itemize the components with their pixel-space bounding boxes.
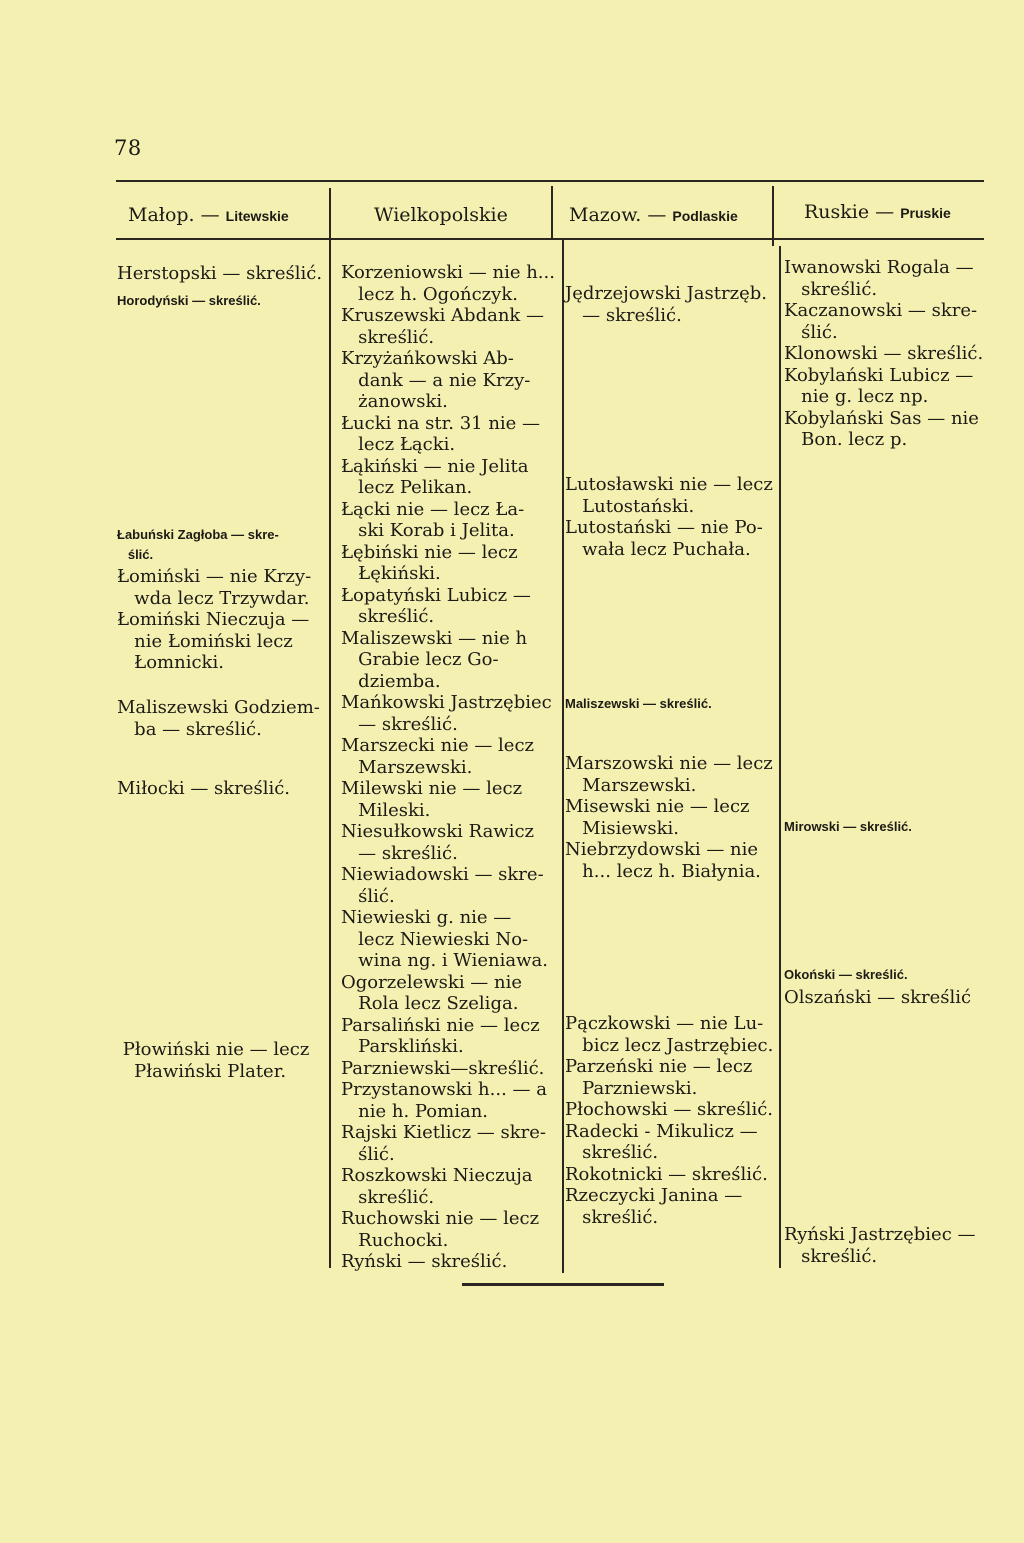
header-bottom-rule bbox=[116, 238, 984, 240]
entry-line: dank — a nie Krzy- bbox=[341, 369, 531, 391]
entry-line: Klonowski — skreślić. bbox=[784, 343, 984, 364]
entry-line: Niebrzydowski — nie bbox=[565, 839, 759, 860]
entry-line: Ruchowski nie — lecz bbox=[341, 1208, 540, 1229]
entry-block bbox=[117, 525, 279, 565]
entry-block bbox=[784, 965, 908, 985]
entry-line: Lutostański — nie Po- bbox=[565, 517, 763, 538]
entry-line: Płowiński nie — lecz bbox=[117, 1039, 310, 1060]
entry-line: skreślić. bbox=[565, 1206, 659, 1228]
entry-line: Rola lecz Szeliga. bbox=[341, 993, 519, 1014]
entry-line: ski Korab i Jelita. bbox=[341, 520, 515, 541]
entry-line: dziemba. bbox=[341, 670, 441, 692]
entry-line: Maliszewski — skreślić. bbox=[565, 696, 712, 711]
entry-line: ślić. bbox=[784, 321, 838, 343]
entry-line: Marszewski. bbox=[341, 756, 473, 778]
entry-block bbox=[784, 817, 912, 837]
entry-line: Jędrzejowski Jastrzęb. bbox=[565, 283, 767, 304]
entry-line: Pławiński Plater. bbox=[117, 1060, 287, 1082]
entry-line: Parskliński. bbox=[341, 1036, 464, 1057]
entry-line: Mileski. bbox=[341, 799, 431, 821]
entry-line: ba — skreślić. bbox=[117, 718, 262, 740]
header-mazow-podlaskie: Mazow. — Podlaskie bbox=[569, 204, 738, 226]
entry-line: Łopatyński Lubicz — bbox=[341, 584, 531, 606]
entry-line: — skreślić. bbox=[341, 842, 458, 864]
entry-line: Marszewski. bbox=[565, 774, 697, 796]
entry-line: Przystanowski h... — a bbox=[341, 1079, 547, 1100]
column-divider bbox=[772, 186, 774, 246]
entry-line: wda lecz Trzywdar. bbox=[117, 587, 310, 609]
entry-line: Misewski nie — lecz bbox=[565, 796, 750, 817]
entry-line: Herstopski — skreślić. bbox=[117, 263, 323, 284]
entry-line: Olszański — skreślić bbox=[784, 987, 972, 1008]
entry-line: Iwanowski Rogala — bbox=[784, 257, 974, 278]
entry-line: Łucki na str. 31 nie — bbox=[341, 412, 541, 434]
entry-block bbox=[784, 257, 983, 451]
entry-line: Okoński — skreślić. bbox=[784, 967, 908, 982]
entry-line: Płochowski — skreślić. bbox=[565, 1099, 774, 1120]
entry-line: Parzniewski—skreślić. bbox=[341, 1057, 545, 1079]
entry-line: Rokotnicki — skreślić. bbox=[565, 1163, 768, 1185]
entry-line: skreślić. bbox=[341, 326, 435, 348]
entry-line: Krzyżańkowski Ab- bbox=[341, 348, 514, 369]
entry-line: Radecki - Mikulicz — bbox=[565, 1120, 758, 1142]
header-wielkopolskie: Wielkopolskie bbox=[374, 204, 508, 226]
entry-block bbox=[784, 987, 971, 1009]
entry-line: Mirowski — skreślić. bbox=[784, 819, 912, 834]
entry-line: skreślić. bbox=[784, 1245, 878, 1267]
entry-line: nie g. lecz np. bbox=[784, 386, 929, 407]
header-malop-litewskie: Małop. — Litewskie bbox=[128, 204, 289, 226]
entry-line: Bon. lecz p. bbox=[784, 429, 908, 450]
entry-block bbox=[117, 263, 322, 285]
entry-line: Kruszewski Abdank — bbox=[341, 305, 545, 326]
entry-block bbox=[565, 283, 767, 326]
entry-line: skreślić. bbox=[341, 606, 435, 627]
entry-line: bicz lecz Jastrzębiec. bbox=[565, 1034, 774, 1056]
entry-line: Roszkowski Nieczuja bbox=[341, 1165, 533, 1186]
entry-line: Łomiński Nieczuja — bbox=[117, 609, 310, 630]
entry-line: Łąkiński — nie Jelita bbox=[341, 455, 529, 477]
entry-block bbox=[565, 474, 773, 560]
entry-line: Ryński — skreślić. bbox=[341, 1251, 508, 1272]
column-divider bbox=[779, 246, 781, 1268]
entry-line: skreślić. bbox=[341, 1186, 435, 1208]
entry-line: Niesułkowski Rawicz bbox=[341, 821, 535, 842]
entry-line: lecz Pelikan. bbox=[341, 477, 473, 498]
entry-line: Parzeński nie — lecz bbox=[565, 1056, 753, 1077]
entry-line: Maliszewski — nie h bbox=[341, 627, 528, 649]
entry-line: skreślić. bbox=[784, 278, 878, 300]
entry-line: Pączkowski — nie Lu- bbox=[565, 1013, 764, 1034]
entry-line: Ruchocki. bbox=[341, 1229, 449, 1251]
entry-line: Milewski nie — lecz bbox=[341, 778, 523, 799]
entry-line: lecz Łącki. bbox=[341, 434, 456, 455]
entry-line: h... lecz h. Białynia. bbox=[565, 860, 761, 882]
entry-line: Parsaliński nie — lecz bbox=[341, 1014, 540, 1036]
entry-line: ślić. bbox=[341, 1143, 395, 1165]
entry-block bbox=[117, 566, 311, 674]
entry-line: Horodyński — skreślić. bbox=[117, 293, 261, 308]
entry-line: Niewieski g. nie — bbox=[341, 907, 512, 928]
entry-line: Łębiński nie — lecz bbox=[341, 541, 518, 563]
entry-line: lecz h. Ogończyk. bbox=[341, 283, 518, 305]
entry-line: Parzniewski. bbox=[565, 1077, 698, 1099]
closing-rule bbox=[462, 1283, 664, 1286]
entry-line: Miłocki — skreślić. bbox=[117, 778, 291, 799]
entry-line: Łomnicki. bbox=[117, 652, 224, 673]
entry-line: ślić. bbox=[341, 885, 395, 907]
entry-line: wina ng. i Wieniawa. bbox=[341, 950, 548, 971]
entry-line: lecz Niewieski No- bbox=[341, 928, 529, 950]
entry-line: Rzeczycki Janina — bbox=[565, 1185, 743, 1206]
entry-line: Mańkowski Jastrzębiec bbox=[341, 692, 552, 713]
entry-line: ślić. bbox=[117, 547, 154, 562]
header-ruskie-pruskie: Ruskie — Pruskie bbox=[804, 201, 951, 223]
column-divider bbox=[562, 240, 564, 1273]
entry-line: nie Łomiński lecz bbox=[117, 630, 293, 652]
entry-line: nie h. Pomian. bbox=[341, 1100, 489, 1122]
entry-line: skreślić. bbox=[565, 1142, 659, 1163]
entry-line: Maliszewski Godziem- bbox=[117, 697, 320, 718]
header-top-rule bbox=[116, 180, 984, 182]
entry-line: Kobylański Lubicz — bbox=[784, 364, 974, 386]
entry-line: Łomiński — nie Krzy- bbox=[117, 566, 312, 587]
entry-line: Niewiadowski — skre- bbox=[341, 864, 544, 885]
entry-line: żanowski. bbox=[341, 391, 448, 412]
entry-line: Korzeniowski — nie h... bbox=[341, 262, 555, 283]
column-divider bbox=[551, 186, 553, 240]
entry-line: — skreślić. bbox=[565, 304, 682, 326]
entry-block bbox=[341, 262, 555, 1273]
entry-line: Rajski Kietlicz — skre- bbox=[341, 1122, 546, 1143]
entry-line: Marszowski nie — lecz bbox=[565, 753, 773, 774]
entry-line: Marszecki nie — lecz bbox=[341, 735, 535, 756]
entry-line: Łabuński Zagłoba — skre- bbox=[117, 527, 279, 542]
entry-line: Lutostański. bbox=[565, 495, 695, 517]
entry-block bbox=[784, 1224, 976, 1267]
entry-block bbox=[565, 694, 712, 714]
entry-line: Misiewski. bbox=[565, 817, 680, 839]
column-divider bbox=[329, 188, 331, 1268]
page-number: 78 bbox=[114, 136, 142, 160]
entry-block bbox=[117, 1039, 309, 1082]
entry-block bbox=[565, 1013, 773, 1228]
entry-line: Łącki nie — lecz Ła- bbox=[341, 498, 525, 520]
entry-line: Ryński Jastrzębiec — bbox=[784, 1224, 976, 1245]
entry-block bbox=[117, 291, 261, 311]
entry-line: Grabie lecz Go- bbox=[341, 649, 499, 670]
entry-block bbox=[565, 753, 773, 882]
entry-block bbox=[117, 778, 290, 800]
entry-line: Lutosławski nie — lecz bbox=[565, 474, 773, 495]
entry-line: Łękiński. bbox=[341, 563, 441, 584]
entry-line: — skreślić. bbox=[341, 713, 458, 735]
entry-line: Ogorzelewski — nie bbox=[341, 971, 523, 993]
entry-block bbox=[117, 697, 320, 740]
entry-line: Kaczanowski — skre- bbox=[784, 300, 978, 321]
entry-line: Kobylański Sas — nie bbox=[784, 407, 979, 429]
entry-line: wała lecz Puchała. bbox=[565, 538, 751, 560]
